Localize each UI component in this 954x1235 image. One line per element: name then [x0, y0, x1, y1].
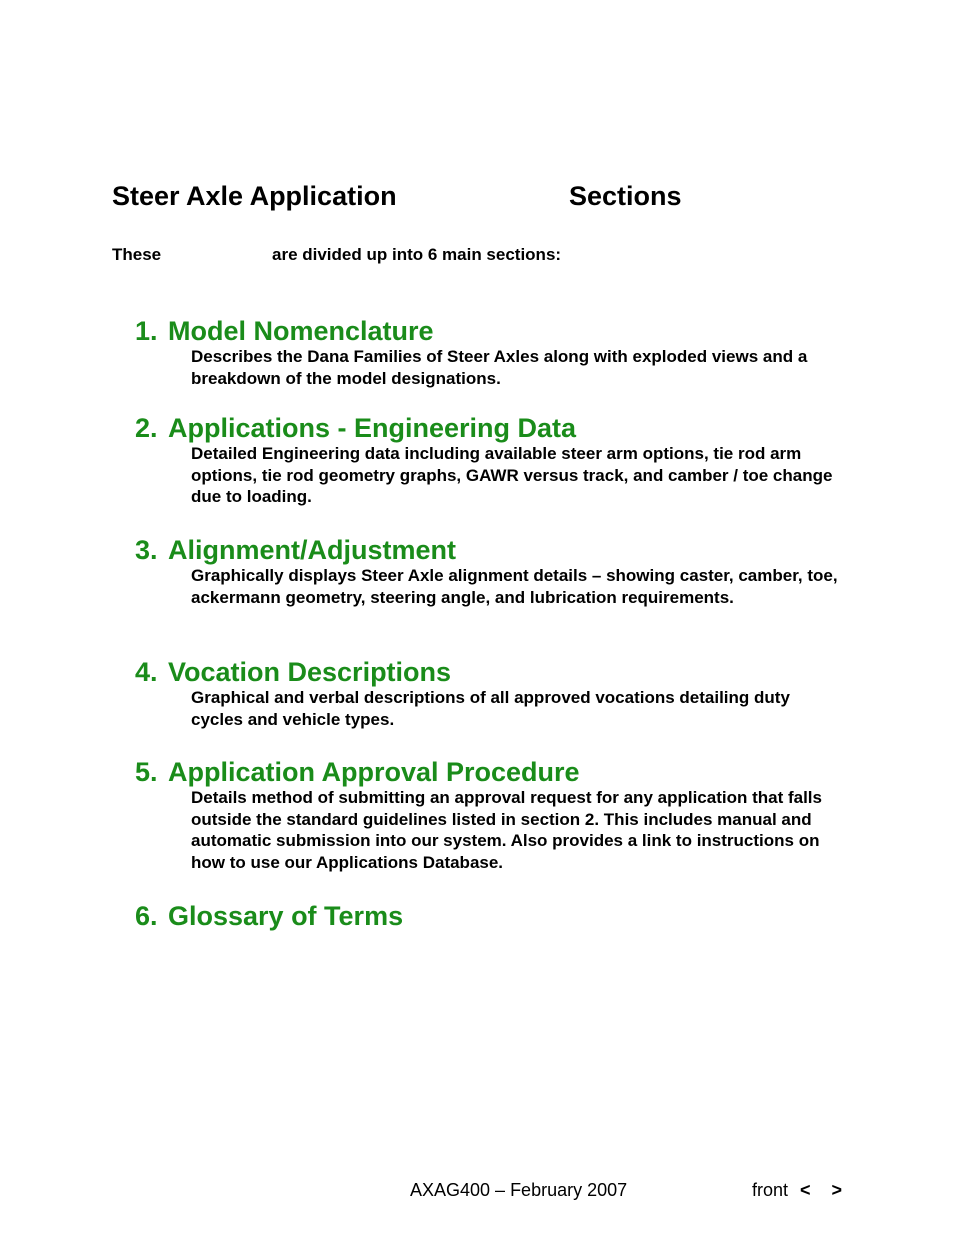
- section-number: 6.: [135, 901, 158, 931]
- section-title[interactable]: Glossary of Terms: [168, 901, 404, 931]
- section-number: 2.: [135, 413, 158, 443]
- section-description: Graphical and verbal descriptions of all approved vocations detailing duty cycles and vehicle types.: [191, 688, 790, 729]
- section-description: Details method of submitting an approval request for any application that falls outside the standard guidelines listed in section 2. This includes manual and automatic submission into our system. Also provides a link to instructions on how to use our Applications Database.: [191, 788, 822, 873]
- section-heading[interactable]: [135, 535, 855, 565]
- next-page-button[interactable]: >: [831, 1180, 843, 1200]
- section-model-nomenclature: [135, 316, 855, 389]
- section-heading[interactable]: [135, 316, 855, 346]
- section-number: 5.: [135, 757, 158, 787]
- section-vocation-descriptions: [135, 657, 855, 730]
- section-title[interactable]: Alignment/Adjustment: [168, 535, 456, 565]
- section-glossary-of-terms: [135, 901, 855, 931]
- intro-text-start: These: [112, 245, 162, 264]
- section-alignment-adjustment: [135, 535, 855, 608]
- previous-page-button[interactable]: <: [800, 1180, 811, 1200]
- intro-text-end: are divided up into 6 main sections:: [272, 245, 562, 264]
- section-application-approval-procedure: [135, 757, 855, 874]
- section-title[interactable]: Model Nomenclature: [168, 316, 434, 346]
- section-title[interactable]: Application Approval Procedure: [168, 757, 580, 787]
- section-number: 4.: [135, 657, 158, 687]
- section-number: 3.: [135, 535, 158, 565]
- section-description: Graphically displays Steer Axle alignment details – showing caster, camber, toe, ackermann geometry, steering angle, and lubrication requirements.: [191, 566, 838, 607]
- footer-navigation: [752, 1179, 842, 1201]
- section-title[interactable]: Applications - Engineering Data: [168, 413, 577, 443]
- section-heading[interactable]: [135, 413, 855, 443]
- page-title-sections: Sections: [569, 181, 682, 211]
- section-description: Describes the Dana Families of Steer Axles along with exploded views and a breakdown of the model designations.: [191, 347, 808, 388]
- section-title[interactable]: Vocation Descriptions: [168, 657, 452, 687]
- section-heading[interactable]: [135, 657, 855, 687]
- front-link[interactable]: front: [752, 1180, 789, 1200]
- page-title: Steer Axle Application: [112, 181, 397, 211]
- section-heading[interactable]: [135, 757, 855, 787]
- section-heading[interactable]: [135, 901, 855, 931]
- section-number: 1.: [135, 316, 158, 346]
- document-reference: AXAG400 – February 2007: [410, 1180, 628, 1200]
- section-description: Detailed Engineering data including available steer arm options, tie rod arm options, tie rod geometry graphs, GAWR versus track, and camber / toe change due to loading.: [191, 444, 833, 507]
- section-applications-engineering-data: [135, 413, 855, 508]
